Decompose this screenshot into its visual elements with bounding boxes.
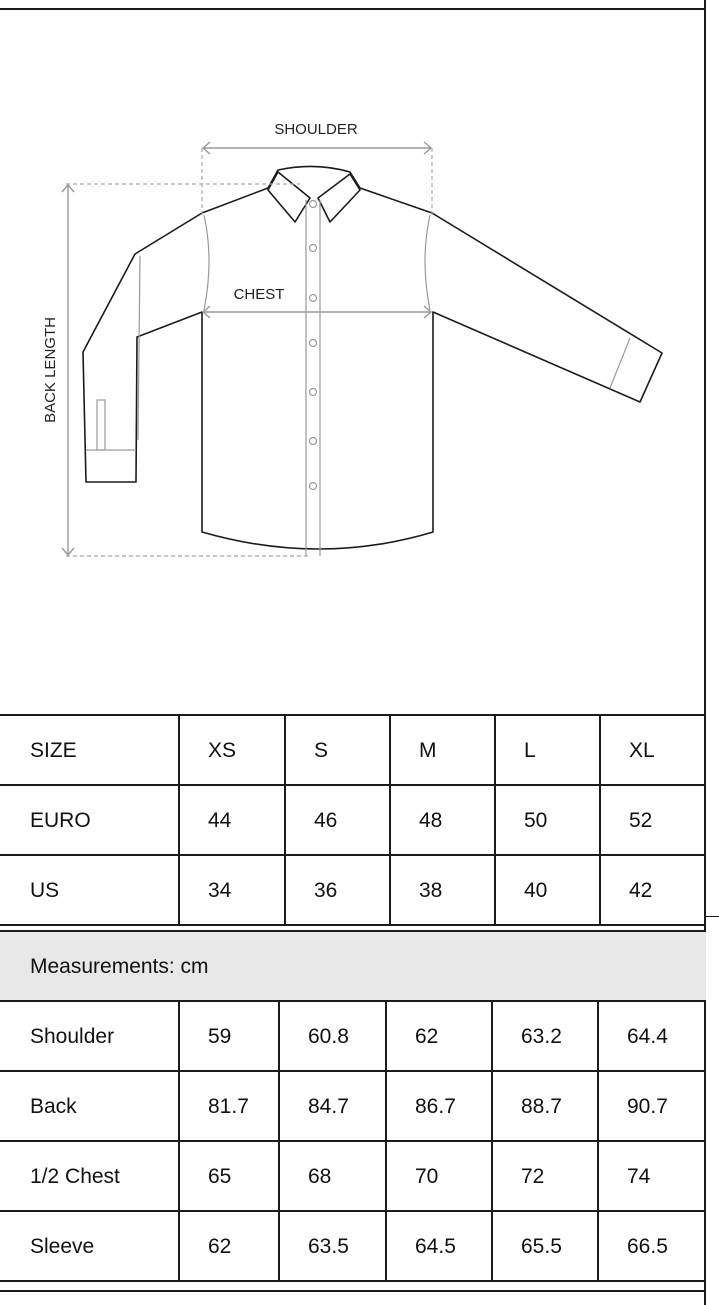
- table-row: [0, 785, 706, 855]
- shirt-outline: [83, 166, 662, 549]
- table-cell: 34: [179, 855, 285, 925]
- table-cell: 72: [492, 1141, 598, 1211]
- table-cell: 48: [390, 785, 495, 855]
- shirt-measurement-diagram: [0, 10, 704, 714]
- bottom-border: [0, 1290, 706, 1292]
- table-cell: 63.2: [492, 1001, 598, 1071]
- table-cell: 81.7: [179, 1071, 279, 1141]
- table-cell: EURO: [0, 785, 179, 855]
- table-row: [0, 1141, 706, 1211]
- table-row: [0, 1211, 706, 1281]
- table-cell: US: [0, 855, 179, 925]
- table-cell: S: [285, 715, 390, 785]
- chest-label: CHEST: [233, 286, 285, 303]
- table-cell: L: [495, 715, 600, 785]
- table-cell: 64.5: [386, 1211, 492, 1281]
- table-cell: 68: [279, 1141, 386, 1211]
- table-row: [0, 1001, 706, 1071]
- measurements-table: [0, 930, 706, 1282]
- table-cell: 84.7: [279, 1071, 386, 1141]
- table-cell: Back: [0, 1071, 179, 1141]
- table-cell: 63.5: [279, 1211, 386, 1281]
- table-cell: 64.4: [598, 1001, 706, 1071]
- table-cell: 60.8: [279, 1001, 386, 1071]
- table-cell: 62: [386, 1001, 492, 1071]
- shoulder-label: SHOULDER: [274, 121, 358, 138]
- table-cell: 90.7: [598, 1071, 706, 1141]
- right-border-tick: [706, 916, 719, 917]
- table-cell: 36: [285, 855, 390, 925]
- table-cell: 65: [179, 1141, 279, 1211]
- table-cell: 86.7: [386, 1071, 492, 1141]
- table-row: [0, 1071, 706, 1141]
- shirt-collar: [268, 172, 310, 222]
- measurements-caption: Measurements: cm: [0, 931, 706, 1001]
- table-row: [0, 715, 706, 785]
- table-cell: 65.5: [492, 1211, 598, 1281]
- table-cell: Shoulder: [0, 1001, 179, 1071]
- table-cell: M: [390, 715, 495, 785]
- table-cell: 74: [598, 1141, 706, 1211]
- table-cell: 46: [285, 785, 390, 855]
- measurements-caption-row: [0, 931, 706, 1001]
- table-cell: Sleeve: [0, 1211, 179, 1281]
- table-cell: 50: [495, 785, 600, 855]
- table-cell: 88.7: [492, 1071, 598, 1141]
- table-cell: 42: [600, 855, 706, 925]
- table-cell: 52: [600, 785, 706, 855]
- table-row: [0, 855, 706, 925]
- table-cell: XL: [600, 715, 706, 785]
- table-cell: 62: [179, 1211, 279, 1281]
- back-length-label: BACK LENGTH: [42, 317, 59, 423]
- table-cell: 38: [390, 855, 495, 925]
- table-cell: 66.5: [598, 1211, 706, 1281]
- table-cell: XS: [179, 715, 285, 785]
- table-cell: 70: [386, 1141, 492, 1211]
- table-cell: 40: [495, 855, 600, 925]
- table-cell: 1/2 Chest: [0, 1141, 179, 1211]
- table-cell: 59: [179, 1001, 279, 1071]
- size-conversion-table: [0, 714, 706, 926]
- table-cell: 44: [179, 785, 285, 855]
- table-cell: SIZE: [0, 715, 179, 785]
